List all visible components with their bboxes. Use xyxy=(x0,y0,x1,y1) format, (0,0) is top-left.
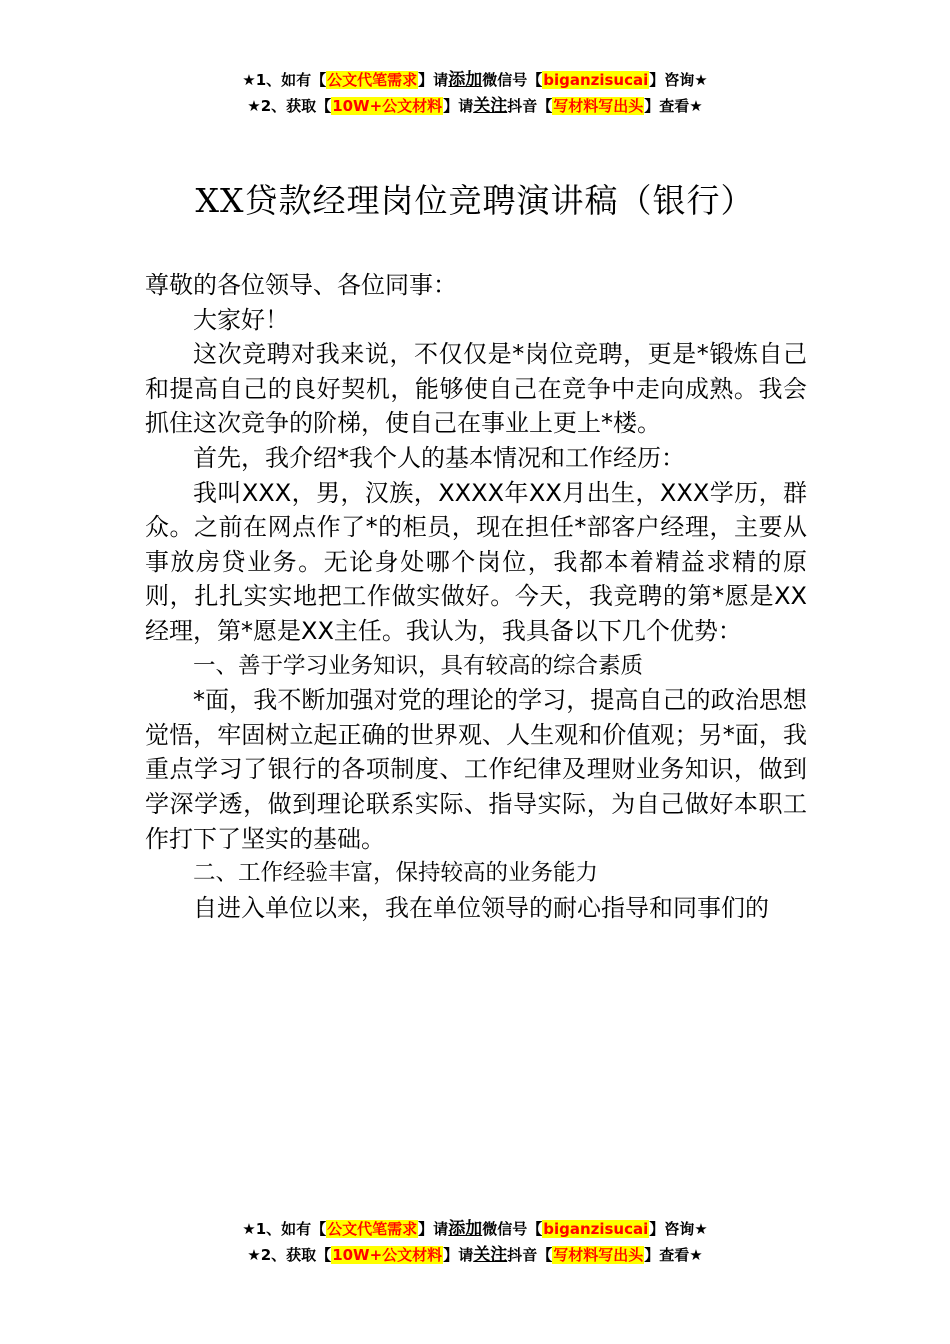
banner-underlined-text: 关注 xyxy=(473,96,508,116)
banner-text: 】查看★ xyxy=(644,1246,703,1264)
banner-text: ★2、获取【 xyxy=(247,1246,332,1264)
footer-banner xyxy=(0,1216,950,1268)
banner-highlight: 写材料写出头 xyxy=(553,97,644,115)
banner-highlight: 公文代笔需求 xyxy=(327,1220,418,1238)
banner-text: 】请 xyxy=(443,97,474,115)
page-title xyxy=(0,176,950,226)
header-banner xyxy=(0,67,950,119)
banner-line-1 xyxy=(0,1216,950,1242)
banner-text: 】咨询★ xyxy=(649,1220,708,1238)
banner-underlined-text: 关注 xyxy=(473,1245,508,1265)
banner-highlight: biganzisucai xyxy=(543,1220,649,1238)
banner-line-2 xyxy=(0,1242,950,1268)
banner-text: 微信号【 xyxy=(482,71,543,89)
banner-line-1 xyxy=(0,67,950,93)
banner-highlight: biganzisucai xyxy=(543,71,649,89)
document-body xyxy=(145,268,807,925)
banner-text: ★1、如有【 xyxy=(242,71,327,89)
banner-text: 】咨询★ xyxy=(649,71,708,89)
banner-text: ★2、获取【 xyxy=(247,97,332,115)
banner-text: ★1、如有【 xyxy=(242,1220,327,1238)
banner-underlined-text: 添加 xyxy=(448,70,483,90)
section-heading: 二、工作经验丰富，保持较高的业务能力 xyxy=(193,860,599,887)
banner-highlight: 写材料写出头 xyxy=(553,1246,644,1264)
paragraph: 自进入单位以来，我在单位领导的耐心指导和同事们的 xyxy=(193,893,769,922)
banner-text: 】请 xyxy=(418,1220,449,1238)
paragraph: 首先，我介绍*我个人的基本情况和工作经历： xyxy=(193,443,685,472)
paragraph: 我叫XXX，男，汉族，XXXX年XX月出生，XXX学历，群众。之前在网点作了*的柜员，现在担任*部客户经理，主要从事放房贷业务。无论身处哪个岗位，我都本着精益求精的原则，扎扎实实地把工作做实做好。今天，我竞聘的第*愿是XX经理，第*愿是XX主任。我认为，我具备以下几个优势： xyxy=(145,478,807,645)
banner-highlight: 10W+公文材料 xyxy=(332,97,443,115)
paragraph: *面，我不断加强对党的理论的学习，提高自己的政治思想觉悟，牢固树立起正确的世界观、人生观和价值观；另*面，我重点学习了银行的各项制度、工作纪律及理财业务知识，做到学深学透，做到理论联系实际、指导实际，为自己做好本职工作打下了坚实的基础。 xyxy=(145,686,807,853)
banner-highlight: 公文代笔需求 xyxy=(327,71,418,89)
greeting: 大家好！ xyxy=(193,305,289,334)
title-prefix: XX xyxy=(195,181,245,220)
banner-text: 】请 xyxy=(418,71,449,89)
banner-line-2 xyxy=(0,93,950,119)
banner-text: 】查看★ xyxy=(644,97,703,115)
section-heading: 一、善于学习业务知识，具有较高的综合素质 xyxy=(193,652,644,679)
banner-text: 抖音【 xyxy=(507,1246,553,1264)
banner-text: 】请 xyxy=(443,1246,474,1264)
banner-highlight: 10W+公文材料 xyxy=(332,1246,443,1264)
banner-underlined-text: 添加 xyxy=(448,1219,483,1239)
banner-text: 微信号【 xyxy=(482,1220,543,1238)
salutation: 尊敬的各位领导、各位同事： xyxy=(145,271,457,299)
paragraph: 这次竞聘对我来说，不仅仅是*岗位竞聘，更是*锻炼自己和提高自己的良好契机，能够使自己在竞争中走向成熟。我会抓住这次竞争的阶梯，使自己在事业上更上*楼。 xyxy=(145,340,807,438)
title-text: 贷款经理岗位竞聘演讲稿（银行） xyxy=(244,181,755,220)
banner-text: 抖音【 xyxy=(507,97,553,115)
